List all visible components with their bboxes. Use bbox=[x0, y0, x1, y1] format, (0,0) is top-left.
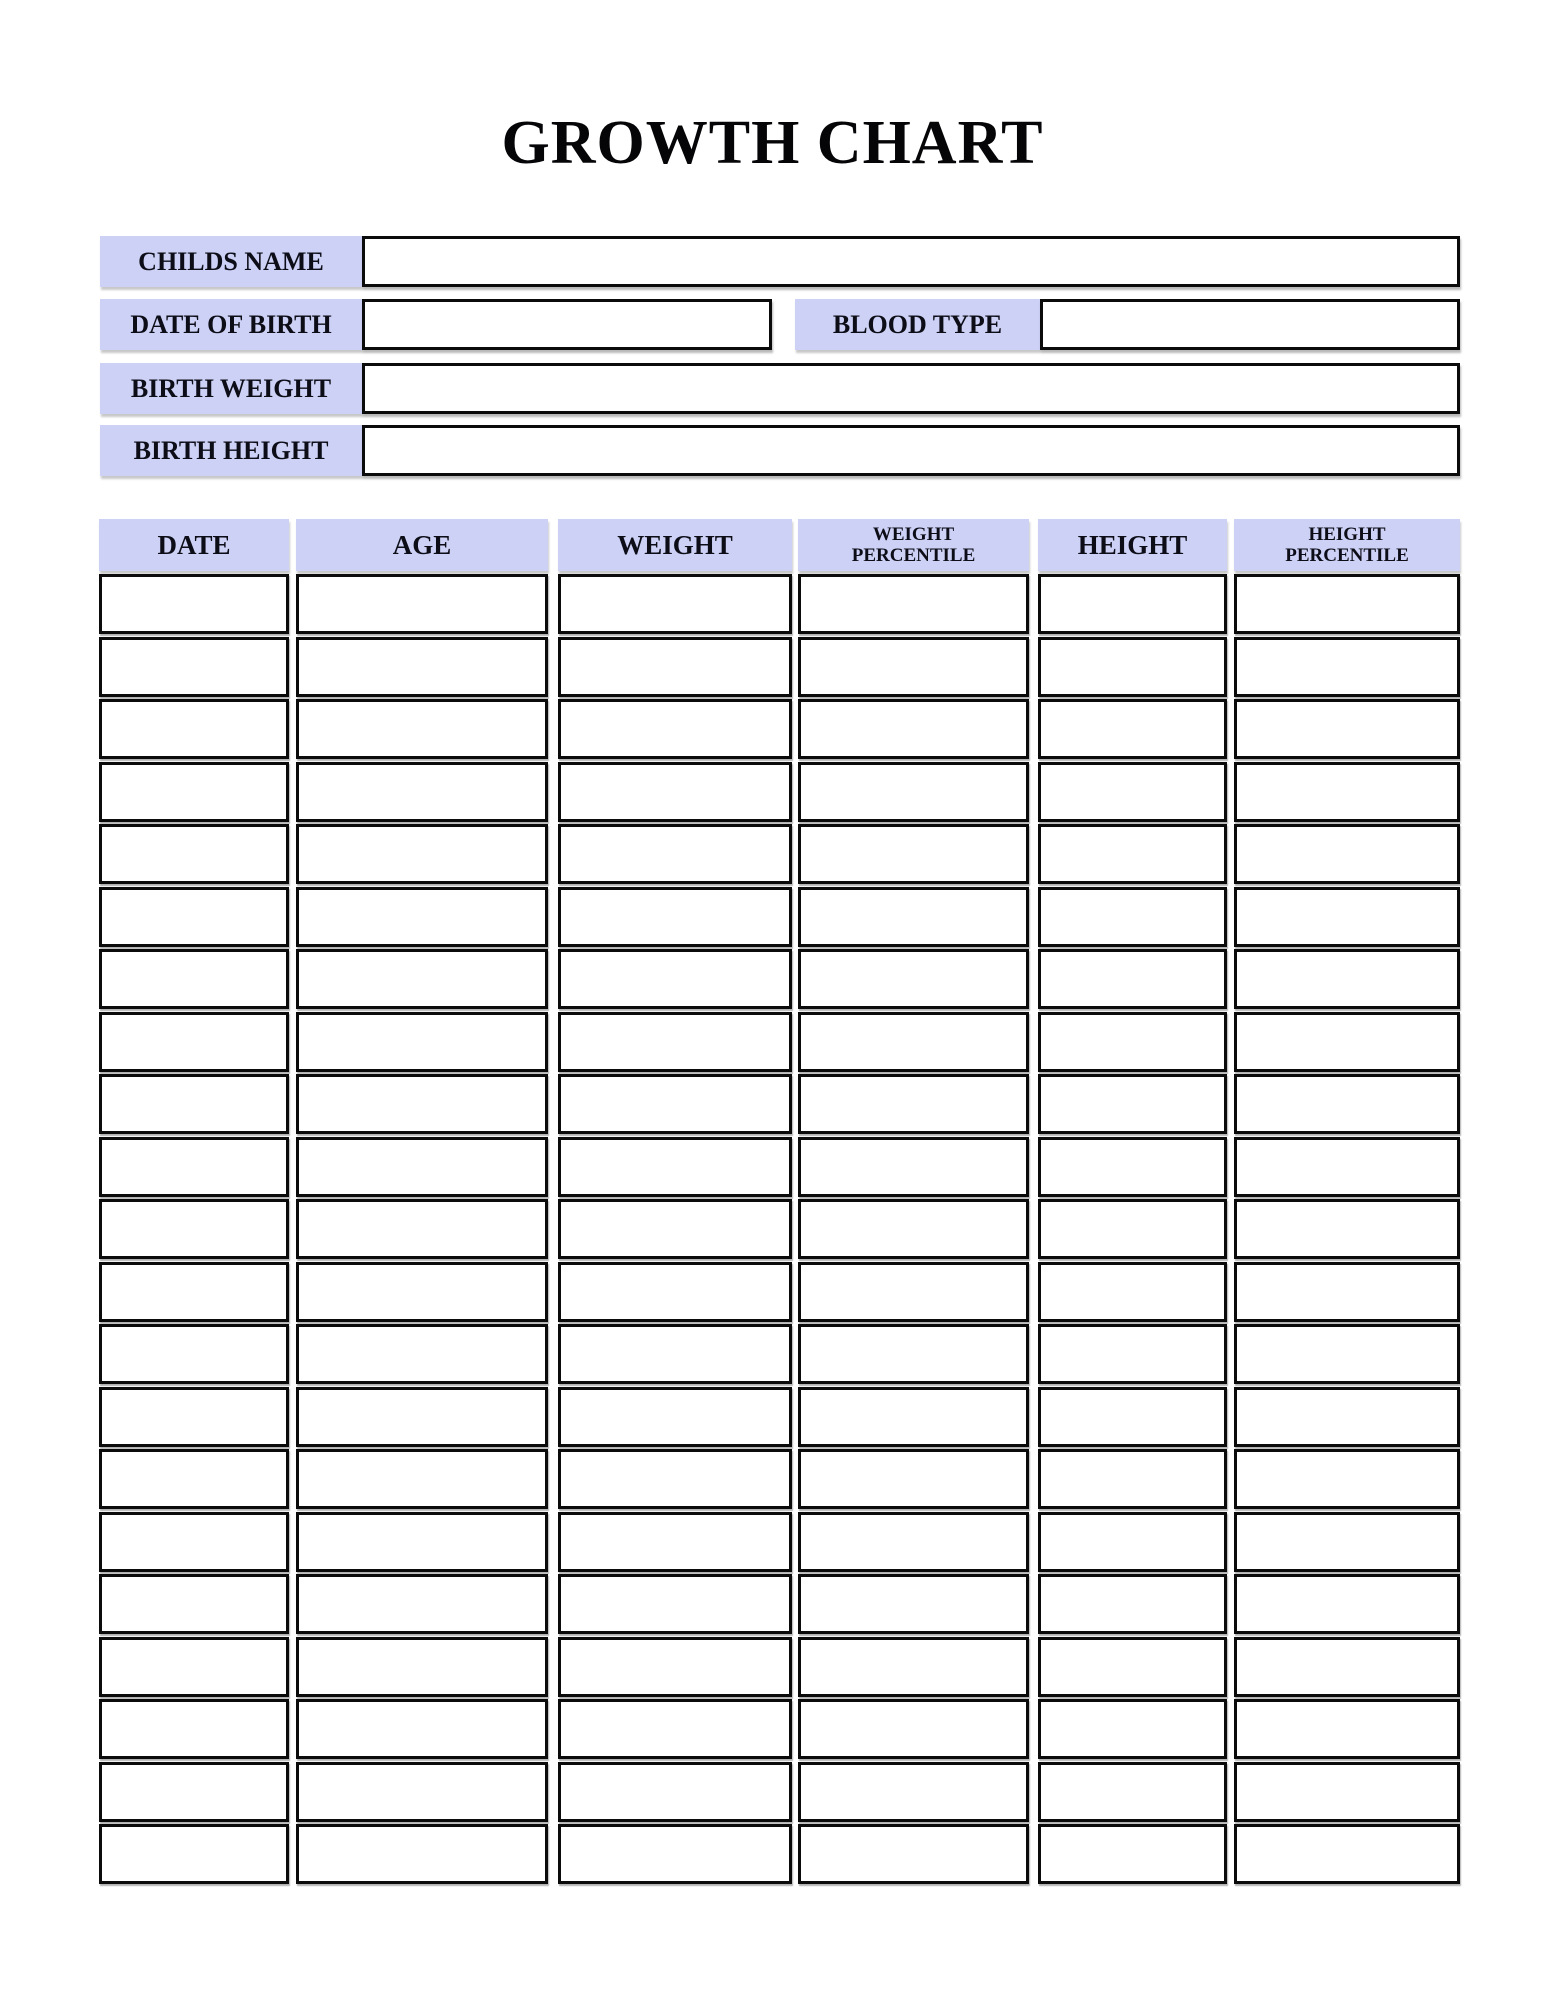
birth-weight-input[interactable] bbox=[362, 363, 1460, 414]
table-cell[interactable] bbox=[1038, 887, 1227, 947]
table-cell[interactable] bbox=[99, 1574, 289, 1634]
table-cell[interactable] bbox=[558, 887, 792, 947]
table-cell[interactable] bbox=[1234, 1762, 1460, 1822]
table-cell[interactable] bbox=[798, 949, 1029, 1009]
table-cell[interactable] bbox=[1234, 762, 1460, 822]
table-cell[interactable] bbox=[99, 1512, 289, 1572]
table-cell[interactable] bbox=[99, 824, 289, 884]
table-cell[interactable] bbox=[798, 887, 1029, 947]
column-header-weight: WEIGHT bbox=[558, 519, 792, 571]
table-cell[interactable] bbox=[99, 1699, 289, 1759]
table-cell[interactable] bbox=[99, 1074, 289, 1134]
table-cell[interactable] bbox=[296, 1637, 548, 1697]
table-cell[interactable] bbox=[1234, 1262, 1460, 1322]
table-cell[interactable] bbox=[99, 1762, 289, 1822]
growth-table bbox=[99, 519, 1460, 1884]
birth-height-label: BIRTH HEIGHT bbox=[100, 425, 362, 476]
table-cell[interactable] bbox=[99, 1637, 289, 1697]
table-cell[interactable] bbox=[1038, 1074, 1227, 1134]
table-cell[interactable] bbox=[558, 1074, 792, 1134]
table-cell[interactable] bbox=[296, 1387, 548, 1447]
table-cell[interactable] bbox=[558, 1324, 792, 1384]
table-cell[interactable] bbox=[1038, 949, 1227, 1009]
table-cell[interactable] bbox=[798, 1824, 1029, 1884]
table-cell[interactable] bbox=[798, 699, 1029, 759]
table-cell[interactable] bbox=[296, 887, 548, 947]
table-cell[interactable] bbox=[1234, 1074, 1460, 1134]
table-cell[interactable] bbox=[1234, 574, 1460, 634]
table-cell[interactable] bbox=[1234, 1824, 1460, 1884]
column-header-height-percentile: HEIGHT PERCENTILE bbox=[1234, 519, 1460, 571]
table-cell[interactable] bbox=[1234, 637, 1460, 697]
table-cell[interactable] bbox=[1038, 1574, 1227, 1634]
table-cell[interactable] bbox=[558, 1387, 792, 1447]
table-cell[interactable] bbox=[99, 1387, 289, 1447]
table-cell[interactable] bbox=[296, 637, 548, 697]
table-cell[interactable] bbox=[296, 949, 548, 1009]
table-cell[interactable] bbox=[296, 1574, 548, 1634]
table-cell[interactable] bbox=[1234, 1324, 1460, 1384]
table-cell[interactable] bbox=[99, 1324, 289, 1384]
table-cell[interactable] bbox=[296, 1324, 548, 1384]
table-cell[interactable] bbox=[99, 1137, 289, 1197]
table-cell[interactable] bbox=[798, 1512, 1029, 1572]
blood-type-input[interactable] bbox=[1040, 299, 1460, 350]
table-cell[interactable] bbox=[558, 1699, 792, 1759]
table-column-age bbox=[296, 519, 548, 1884]
table-cell[interactable] bbox=[798, 1699, 1029, 1759]
childs-name-label: CHILDS NAME bbox=[100, 236, 362, 287]
table-cell[interactable] bbox=[1234, 1449, 1460, 1509]
table-cell[interactable] bbox=[558, 1574, 792, 1634]
table-cell[interactable] bbox=[1038, 1137, 1227, 1197]
page-title: GROWTH CHART bbox=[501, 109, 1044, 177]
table-cell[interactable] bbox=[296, 1074, 548, 1134]
table-cell[interactable] bbox=[798, 1262, 1029, 1322]
table-cell[interactable] bbox=[296, 1512, 548, 1572]
table-cell[interactable] bbox=[296, 1262, 548, 1322]
table-cell[interactable] bbox=[296, 1762, 548, 1822]
table-cell[interactable] bbox=[296, 1449, 548, 1509]
birth-height-input[interactable] bbox=[362, 425, 1460, 476]
table-cell[interactable] bbox=[798, 1199, 1029, 1259]
table-cell[interactable] bbox=[558, 1637, 792, 1697]
table-cell[interactable] bbox=[1234, 1137, 1460, 1197]
table-cell[interactable] bbox=[1038, 1824, 1227, 1884]
table-cell[interactable] bbox=[798, 1012, 1029, 1072]
table-cell[interactable] bbox=[798, 637, 1029, 697]
table-cell[interactable] bbox=[1234, 1387, 1460, 1447]
table-cell[interactable] bbox=[798, 574, 1029, 634]
column-header-date: DATE bbox=[99, 519, 289, 571]
table-cell[interactable] bbox=[1234, 887, 1460, 947]
table-cell[interactable] bbox=[99, 1449, 289, 1509]
table-cell[interactable] bbox=[296, 1699, 548, 1759]
table-cell[interactable] bbox=[558, 1512, 792, 1572]
table-cell[interactable] bbox=[1234, 1512, 1460, 1572]
table-cell[interactable] bbox=[1038, 699, 1227, 759]
table-cell[interactable] bbox=[798, 1762, 1029, 1822]
table-cell[interactable] bbox=[558, 1824, 792, 1884]
table-cell[interactable] bbox=[296, 1012, 548, 1072]
blood-type-label: BLOOD TYPE bbox=[795, 299, 1040, 350]
table-cell[interactable] bbox=[99, 762, 289, 822]
table-cell[interactable] bbox=[1038, 574, 1227, 634]
table-cell[interactable] bbox=[1038, 1199, 1227, 1259]
table-cell[interactable] bbox=[1234, 949, 1460, 1009]
table-cell[interactable] bbox=[296, 824, 548, 884]
table-column-weight bbox=[558, 519, 792, 1884]
table-cell[interactable] bbox=[296, 574, 548, 634]
table-cell[interactable] bbox=[99, 1199, 289, 1259]
date-of-birth-label: DATE OF BIRTH bbox=[100, 299, 362, 350]
table-cell[interactable] bbox=[1234, 1574, 1460, 1634]
table-cell[interactable] bbox=[798, 824, 1029, 884]
table-cell[interactable] bbox=[798, 1574, 1029, 1634]
table-cell[interactable] bbox=[1038, 1387, 1227, 1447]
table-cell[interactable] bbox=[798, 1637, 1029, 1697]
table-cell[interactable] bbox=[99, 637, 289, 697]
table-cell[interactable] bbox=[1038, 762, 1227, 822]
table-column-weight-percentile bbox=[798, 519, 1029, 1884]
table-column-height bbox=[1038, 519, 1227, 1884]
birth-weight-label: BIRTH WEIGHT bbox=[100, 363, 362, 414]
table-cell[interactable] bbox=[1038, 637, 1227, 697]
table-cell[interactable] bbox=[1038, 1637, 1227, 1697]
table-cell[interactable] bbox=[1038, 1324, 1227, 1384]
table-cell[interactable] bbox=[558, 1137, 792, 1197]
table-cell[interactable] bbox=[296, 762, 548, 822]
table-cell[interactable] bbox=[99, 574, 289, 634]
table-cell[interactable] bbox=[558, 1449, 792, 1509]
table-cell[interactable] bbox=[99, 949, 289, 1009]
column-header-height: HEIGHT bbox=[1038, 519, 1227, 571]
table-cell[interactable] bbox=[99, 1012, 289, 1072]
table-cell[interactable] bbox=[798, 1074, 1029, 1134]
table-cell[interactable] bbox=[296, 699, 548, 759]
table-cell[interactable] bbox=[1234, 1199, 1460, 1259]
table-cell[interactable] bbox=[558, 1762, 792, 1822]
table-cell[interactable] bbox=[558, 824, 792, 884]
table-column-height-percentile bbox=[1234, 519, 1460, 1884]
table-cell[interactable] bbox=[558, 1012, 792, 1072]
table-cell[interactable] bbox=[1038, 1449, 1227, 1509]
table-cell[interactable] bbox=[798, 762, 1029, 822]
table-cell[interactable] bbox=[798, 1324, 1029, 1384]
table-cell[interactable] bbox=[1038, 1512, 1227, 1572]
table-column-date bbox=[99, 519, 289, 1884]
table-cell[interactable] bbox=[558, 1262, 792, 1322]
table-cell[interactable] bbox=[1038, 1762, 1227, 1822]
table-cell[interactable] bbox=[296, 1199, 548, 1259]
table-cell[interactable] bbox=[1038, 1262, 1227, 1322]
table-cell[interactable] bbox=[798, 1137, 1029, 1197]
table-cell[interactable] bbox=[99, 1824, 289, 1884]
table-cell[interactable] bbox=[1234, 1699, 1460, 1759]
table-cell[interactable] bbox=[99, 887, 289, 947]
table-cell[interactable] bbox=[558, 699, 792, 759]
table-cell[interactable] bbox=[1038, 1699, 1227, 1759]
table-cell[interactable] bbox=[1234, 1012, 1460, 1072]
table-cell[interactable] bbox=[1234, 699, 1460, 759]
table-cell[interactable] bbox=[798, 1387, 1029, 1447]
table-cell[interactable] bbox=[558, 1199, 792, 1259]
table-cell[interactable] bbox=[296, 1137, 548, 1197]
table-cell[interactable] bbox=[798, 1449, 1029, 1509]
table-cell[interactable] bbox=[1234, 1637, 1460, 1697]
table-cell[interactable] bbox=[558, 762, 792, 822]
table-cell[interactable] bbox=[1038, 824, 1227, 884]
table-cell[interactable] bbox=[1038, 1012, 1227, 1072]
table-cell[interactable] bbox=[296, 1824, 548, 1884]
table-cell[interactable] bbox=[99, 1262, 289, 1322]
table-cell[interactable] bbox=[558, 949, 792, 1009]
table-cell[interactable] bbox=[99, 699, 289, 759]
date-of-birth-input[interactable] bbox=[362, 299, 772, 350]
column-header-age: AGE bbox=[296, 519, 548, 571]
table-cell[interactable] bbox=[1234, 824, 1460, 884]
column-header-weight-percentile: WEIGHT PERCENTILE bbox=[798, 519, 1029, 571]
table-cell[interactable] bbox=[558, 574, 792, 634]
table-cell[interactable] bbox=[558, 637, 792, 697]
childs-name-input[interactable] bbox=[362, 236, 1460, 287]
